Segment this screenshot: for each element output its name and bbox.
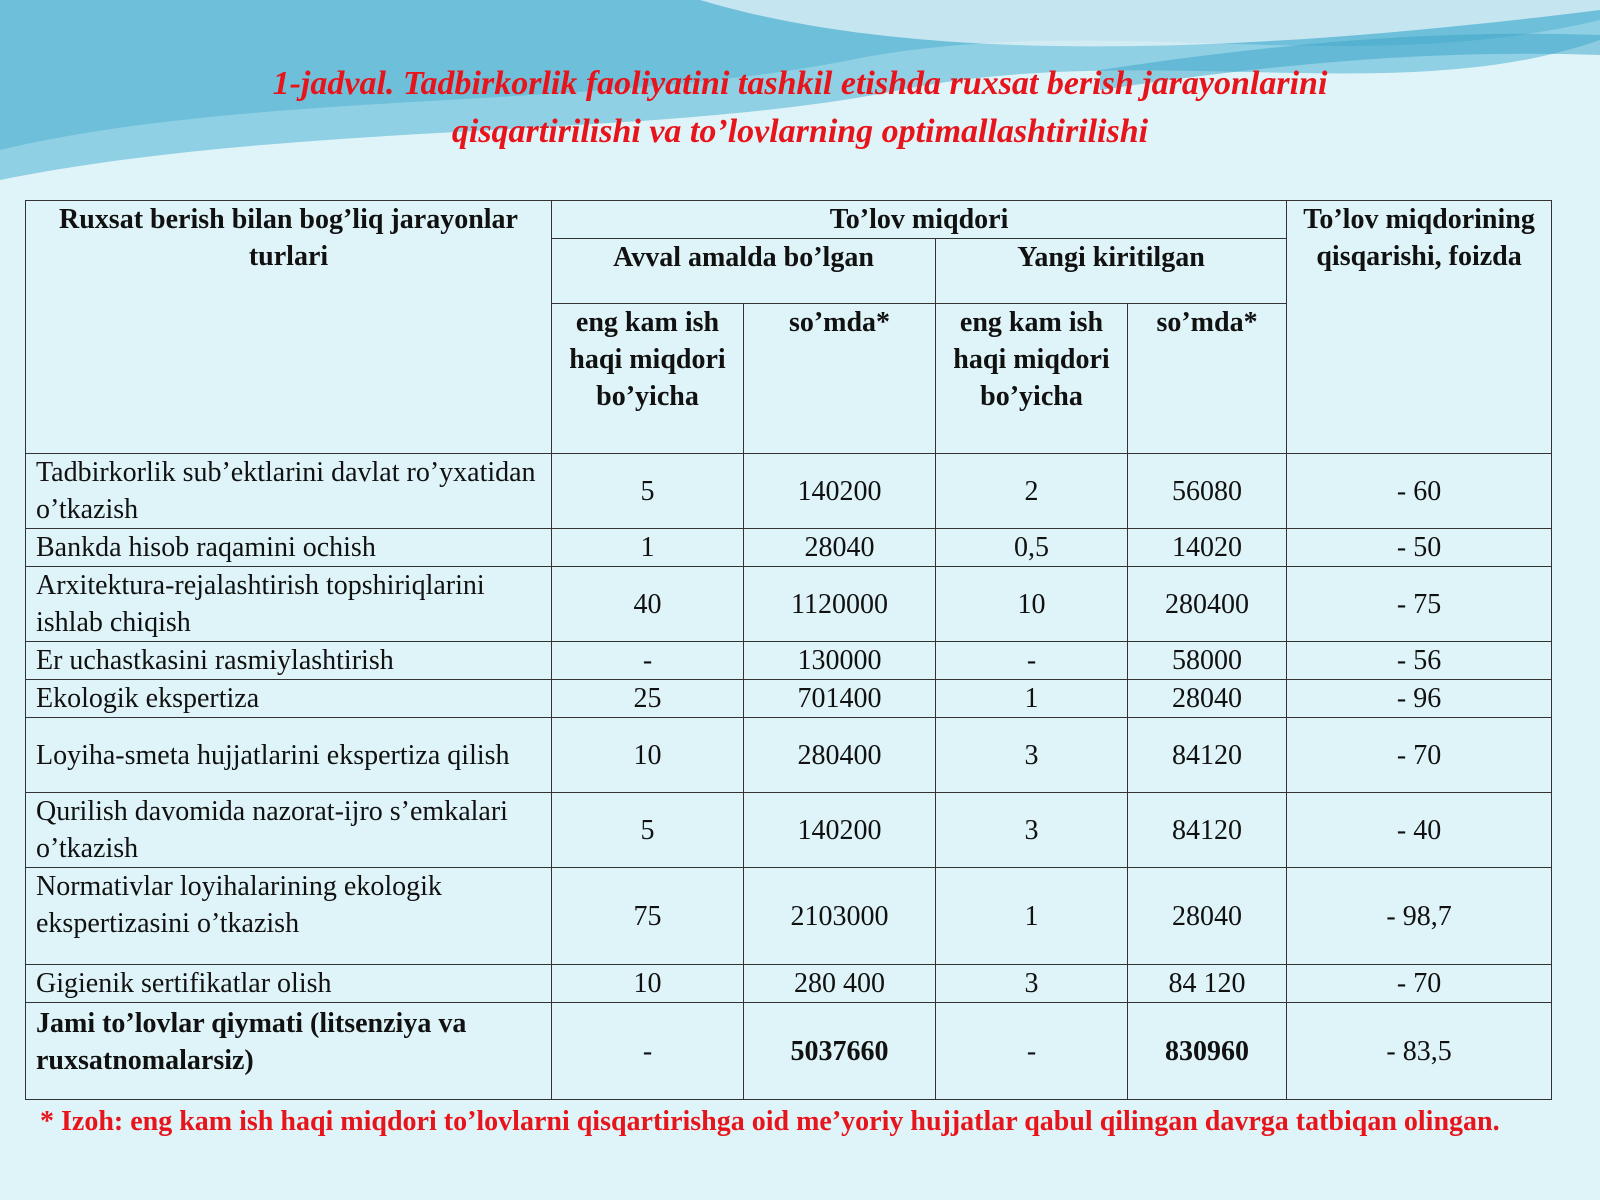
table-row (26, 454, 1552, 529)
row-reduction: - 40 (1287, 793, 1552, 868)
row-name: Ekologik ekspertiza (26, 680, 552, 718)
row-new-min-wage: 10 (936, 567, 1128, 642)
row-prev-min-wage: 40 (552, 567, 744, 642)
row-prev-min-wage: 1 (552, 529, 744, 567)
row-prev-sum: 2103000 (744, 868, 936, 965)
row-reduction: - 98,7 (1287, 868, 1552, 965)
row-prev-sum: 1120000 (744, 567, 936, 642)
row-new-min-wage: 0,5 (936, 529, 1128, 567)
row-new-min-wage: - (936, 642, 1128, 680)
footnote: * Izoh: eng kam ish haqi miqdori to’lovlarni qisqartirishga oid me’yoriy hujjatlar qabul qilingan davrga tatbiqan olingan. (40, 1106, 1500, 1137)
row-new-min-wage: 1 (936, 680, 1128, 718)
row-new-sum: 14020 (1128, 529, 1287, 567)
table-row (26, 793, 1552, 868)
row-name: Er uchastkasini rasmiylashtirish (26, 642, 552, 680)
row-new-min-wage: 2 (936, 454, 1128, 529)
row-reduction: - 56 (1287, 642, 1552, 680)
table-row (26, 567, 1552, 642)
row-reduction: - 70 (1287, 718, 1552, 793)
row-reduction: - 60 (1287, 454, 1552, 529)
row-prev-min-wage: - (552, 642, 744, 680)
total-prev-sum: 5037660 (744, 1003, 936, 1100)
row-new-min-wage: 1 (936, 868, 1128, 965)
row-new-sum: 28040 (1128, 680, 1287, 718)
row-prev-sum: 28040 (744, 529, 936, 567)
payments-table (25, 200, 1552, 1100)
row-reduction: - 75 (1287, 567, 1552, 642)
row-prev-sum: 140200 (744, 793, 936, 868)
row-prev-min-wage: 10 (552, 718, 744, 793)
header-previous: Avval amalda bo’lgan (552, 239, 936, 304)
row-prev-min-wage: 5 (552, 454, 744, 529)
row-prev-min-wage: 5 (552, 793, 744, 868)
row-prev-sum: 701400 (744, 680, 936, 718)
total-row (26, 1003, 1552, 1100)
table-row (26, 718, 1552, 793)
header-new-min-wage: eng kam ish haqi miqdori bo’yicha (936, 304, 1128, 454)
header-reduction: To’lov miqdorining qisqarishi, foizda (1287, 201, 1552, 454)
row-new-sum: 84120 (1128, 718, 1287, 793)
row-new-sum: 28040 (1128, 868, 1287, 965)
row-prev-sum: 130000 (744, 642, 936, 680)
row-reduction: - 50 (1287, 529, 1552, 567)
page-title (0, 60, 1600, 156)
row-prev-min-wage: 75 (552, 868, 744, 965)
table-row (26, 642, 1552, 680)
row-name: Bankda hisob raqamini ochish (26, 529, 552, 567)
table-row (26, 965, 1552, 1003)
header-types: Ruxsat berish bilan bog’liq jarayonlar turlari (26, 201, 552, 454)
table-row (26, 529, 1552, 567)
header-payment: To’lov miqdori (552, 201, 1287, 239)
header-new-sum: so’mda* (1128, 304, 1287, 454)
total-name: Jami to’lovlar qiymati (litsenziya va ruxsatnomalarsiz) (26, 1003, 552, 1100)
table-row (26, 680, 1552, 718)
row-new-sum: 58000 (1128, 642, 1287, 680)
total-prev-min-wage: - (552, 1003, 744, 1100)
row-prev-min-wage: 10 (552, 965, 744, 1003)
row-name: Tadbirkorlik sub’ektlarini davlat ro’yxatidan o’tkazish (26, 454, 552, 529)
row-new-sum: 84120 (1128, 793, 1287, 868)
row-new-sum: 56080 (1128, 454, 1287, 529)
row-prev-sum: 280400 (744, 718, 936, 793)
row-reduction: - 70 (1287, 965, 1552, 1003)
row-new-min-wage: 3 (936, 793, 1128, 868)
row-prev-min-wage: 25 (552, 680, 744, 718)
total-reduction: - 83,5 (1287, 1003, 1552, 1100)
total-new-sum: 830960 (1128, 1003, 1287, 1100)
total-new-min-wage: - (936, 1003, 1128, 1100)
header-row-1 (26, 201, 1552, 239)
row-name: Qurilish davomida nazorat-ijro s’emkalari o’tkazish (26, 793, 552, 868)
row-new-min-wage: 3 (936, 718, 1128, 793)
title-line-1: 1-jadval. Tadbirkorlik faoliyatini tashkil etishda ruxsat berish jarayonlarini (272, 65, 1328, 102)
header-prev-sum: so’mda* (744, 304, 936, 454)
header-new: Yangi kiritilgan (936, 239, 1287, 304)
row-new-sum: 84 120 (1128, 965, 1287, 1003)
row-name: Loyiha-smeta hujjatlarini ekspertiza qilish (26, 718, 552, 793)
row-new-min-wage: 3 (936, 965, 1128, 1003)
title-line-2: qisqartirilishi va to’lovlarning optimallashtirilishi (451, 113, 1149, 150)
header-prev-min-wage: eng kam ish haqi miqdori bo’yicha (552, 304, 744, 454)
row-new-sum: 280400 (1128, 567, 1287, 642)
row-prev-sum: 280 400 (744, 965, 936, 1003)
row-prev-sum: 140200 (744, 454, 936, 529)
table-row (26, 868, 1552, 965)
row-name: Gigienik sertifikatlar olish (26, 965, 552, 1003)
row-name: Normativlar loyihalarining ekologik ekspertizasini o’tkazish (26, 868, 552, 965)
row-name: Arxitektura-rejalashtirish topshiriqlarini ishlab chiqish (26, 567, 552, 642)
row-reduction: - 96 (1287, 680, 1552, 718)
